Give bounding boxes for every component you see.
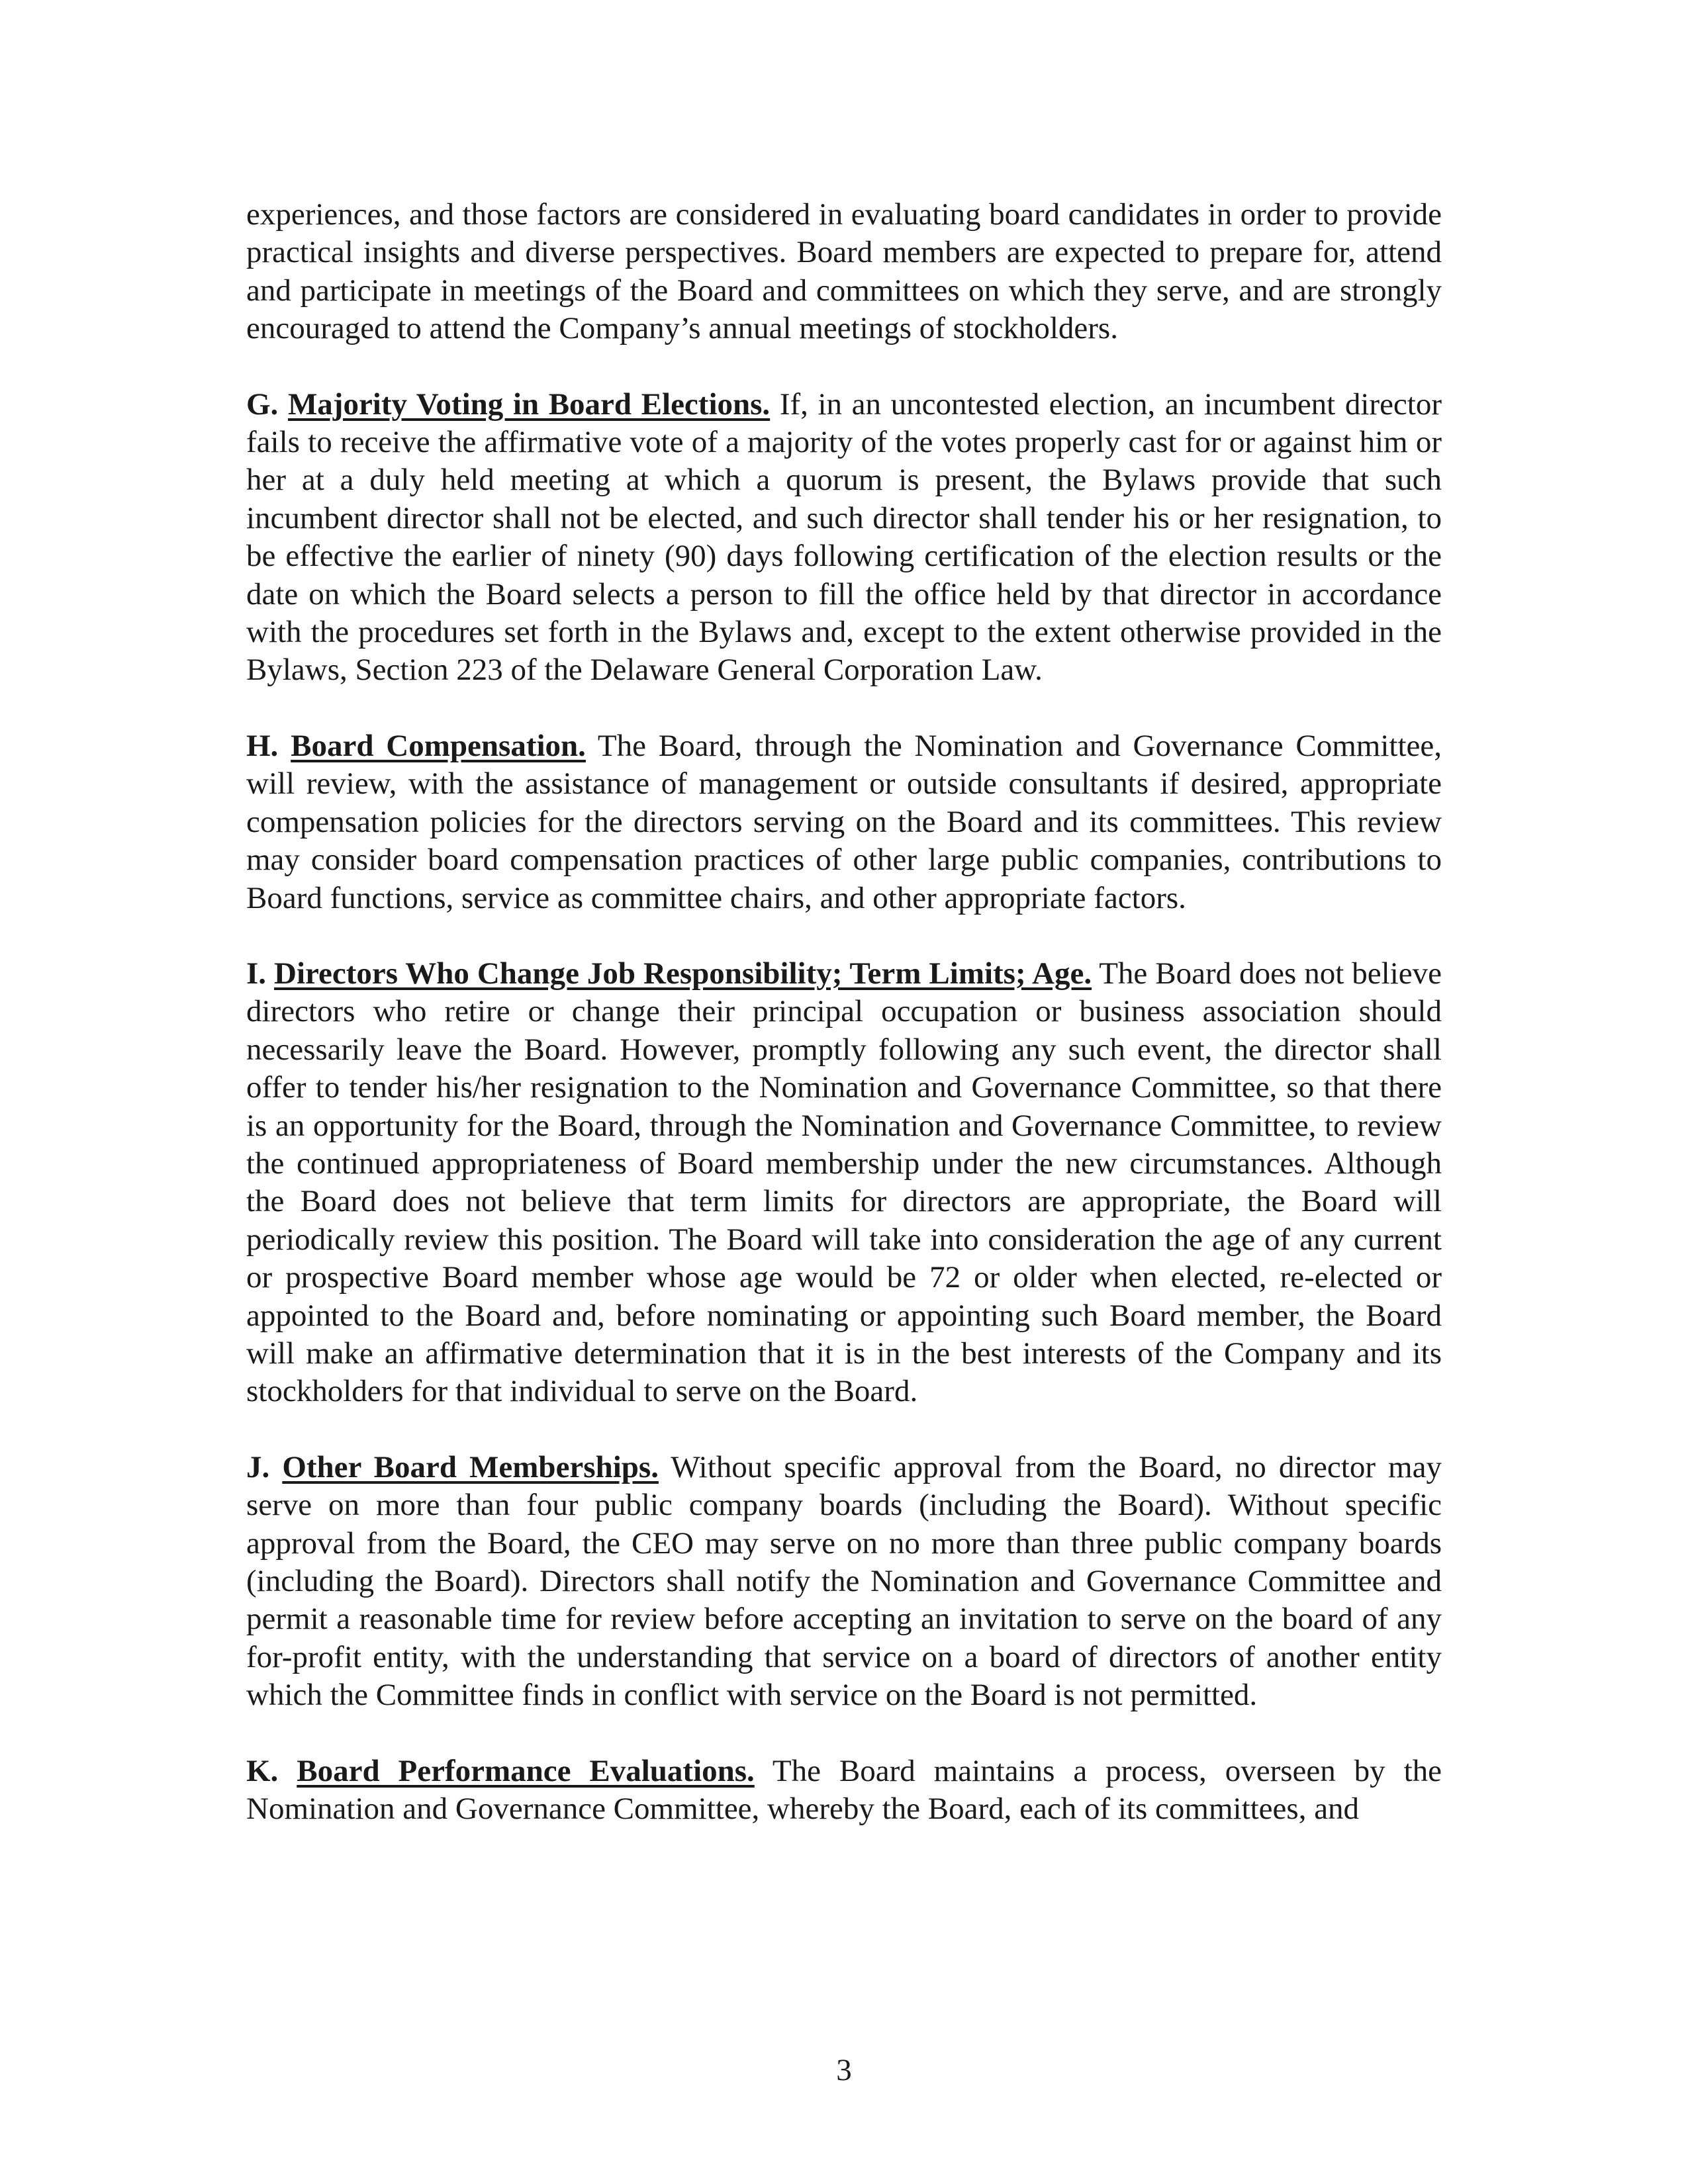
section-h-board-compensation [246, 727, 1442, 917]
paragraph-body: The Board maintains a process, overseen by the Nomination and Governance Committee, whereby the Board, each of its committees, and [246, 1753, 1442, 1827]
page-number: 3 [836, 2053, 852, 2087]
paragraph-body: Without specific approval from the Board, no director may serve on more than four public company boards (including the Board). Without specific approval from the Board, the CEO may serve on no more than three public company boards (including the Board). Directors shall notify the Nomination and Governance Committee and permit a reasonable time for review before accepting an invitation to serve on the board of any for-profit entity, with the understanding that service on a board of directors of another entity which the Committee finds in conflict with service on the Board is not permitted. [246, 1449, 1442, 1713]
paragraph-body: The Board does not believe directors who retire or change their principal occupation or business association should necessarily leave the Board. However, promptly following any such event, the director shall offer to tender his/her resignation to the Nomination and Governance Committee, so that there is an opportunity for the Board, through the Nomination and Governance Committee, to review the continued appropriateness of Board membership under the new circumstances. Although the Board does not believe that term limits for directors are appropriate, the Board will periodically review this position. The Board will take into consideration the age of any current or prospective Board member whose age would be 72 or older when elected, re-elected or appointed to the Board and, before nominating or appointing such Board member, the Board will make an affirmative determination that it is in the best interests of the Company and its stockholders for that individual to serve on the Board. [246, 956, 1442, 1409]
section-letter: J. [246, 1449, 270, 1484]
paragraph-continuation [246, 196, 1442, 348]
section-letter: H. [246, 728, 279, 763]
section-heading: Board Performance Evaluations. [297, 1753, 755, 1788]
section-heading: Board Compensation. [291, 728, 586, 763]
section-g-majority-voting [246, 386, 1442, 690]
section-letter: G. [246, 387, 279, 422]
paragraph-body: experiences, and those factors are considered in evaluating board candidates in order to provide practical insights and diverse perspectives. Board members are expected to prepare for, attend and participate in meetings of the Board and committees on which they serve, and are strongly encouraged to attend the Company’s annual meetings of stockholders. [246, 197, 1442, 346]
paragraph-body: The Board, through the Nomination and Governance Committee, will review, with the assistance of management or outside consultants if desired, appropriate compensation policies for the directors serving on the Board and its committees. This review may consider board compensation practices of other large public companies, contributions to Board functions, service as committee chairs, and other appropriate factors. [246, 728, 1442, 915]
section-letter: I. [246, 956, 267, 991]
section-k-board-performance-evaluations [246, 1752, 1442, 1829]
section-j-other-board-memberships [246, 1449, 1442, 1715]
document-page [246, 196, 1442, 1828]
section-letter: K. [246, 1753, 279, 1788]
section-i-directors-change-job [246, 955, 1442, 1411]
section-heading: Directors Who Change Job Responsibility; Term Limits; Age. [274, 956, 1092, 991]
section-heading: Other Board Memberships. [282, 1449, 659, 1484]
paragraph-body: If, in an uncontested election, an incumbent director fails to receive the affirmative vote of a majority of the votes properly cast for or against him or her at a duly held meeting at which a quorum is present, the Bylaws provide that such incumbent director shall not be elected, and such director shall tender his or her resignation, to be effective the earlier of ninety (90) days following certification of the election results or the date on which the Board selects a person to fill the office held by that director in accordance with the procedures set forth in the Bylaws and, except to the extent otherwise provided in the Bylaws, Section 223 of the Delaware General Corporation Law. [246, 387, 1442, 688]
section-heading: Majority Voting in Board Elections. [287, 387, 771, 422]
